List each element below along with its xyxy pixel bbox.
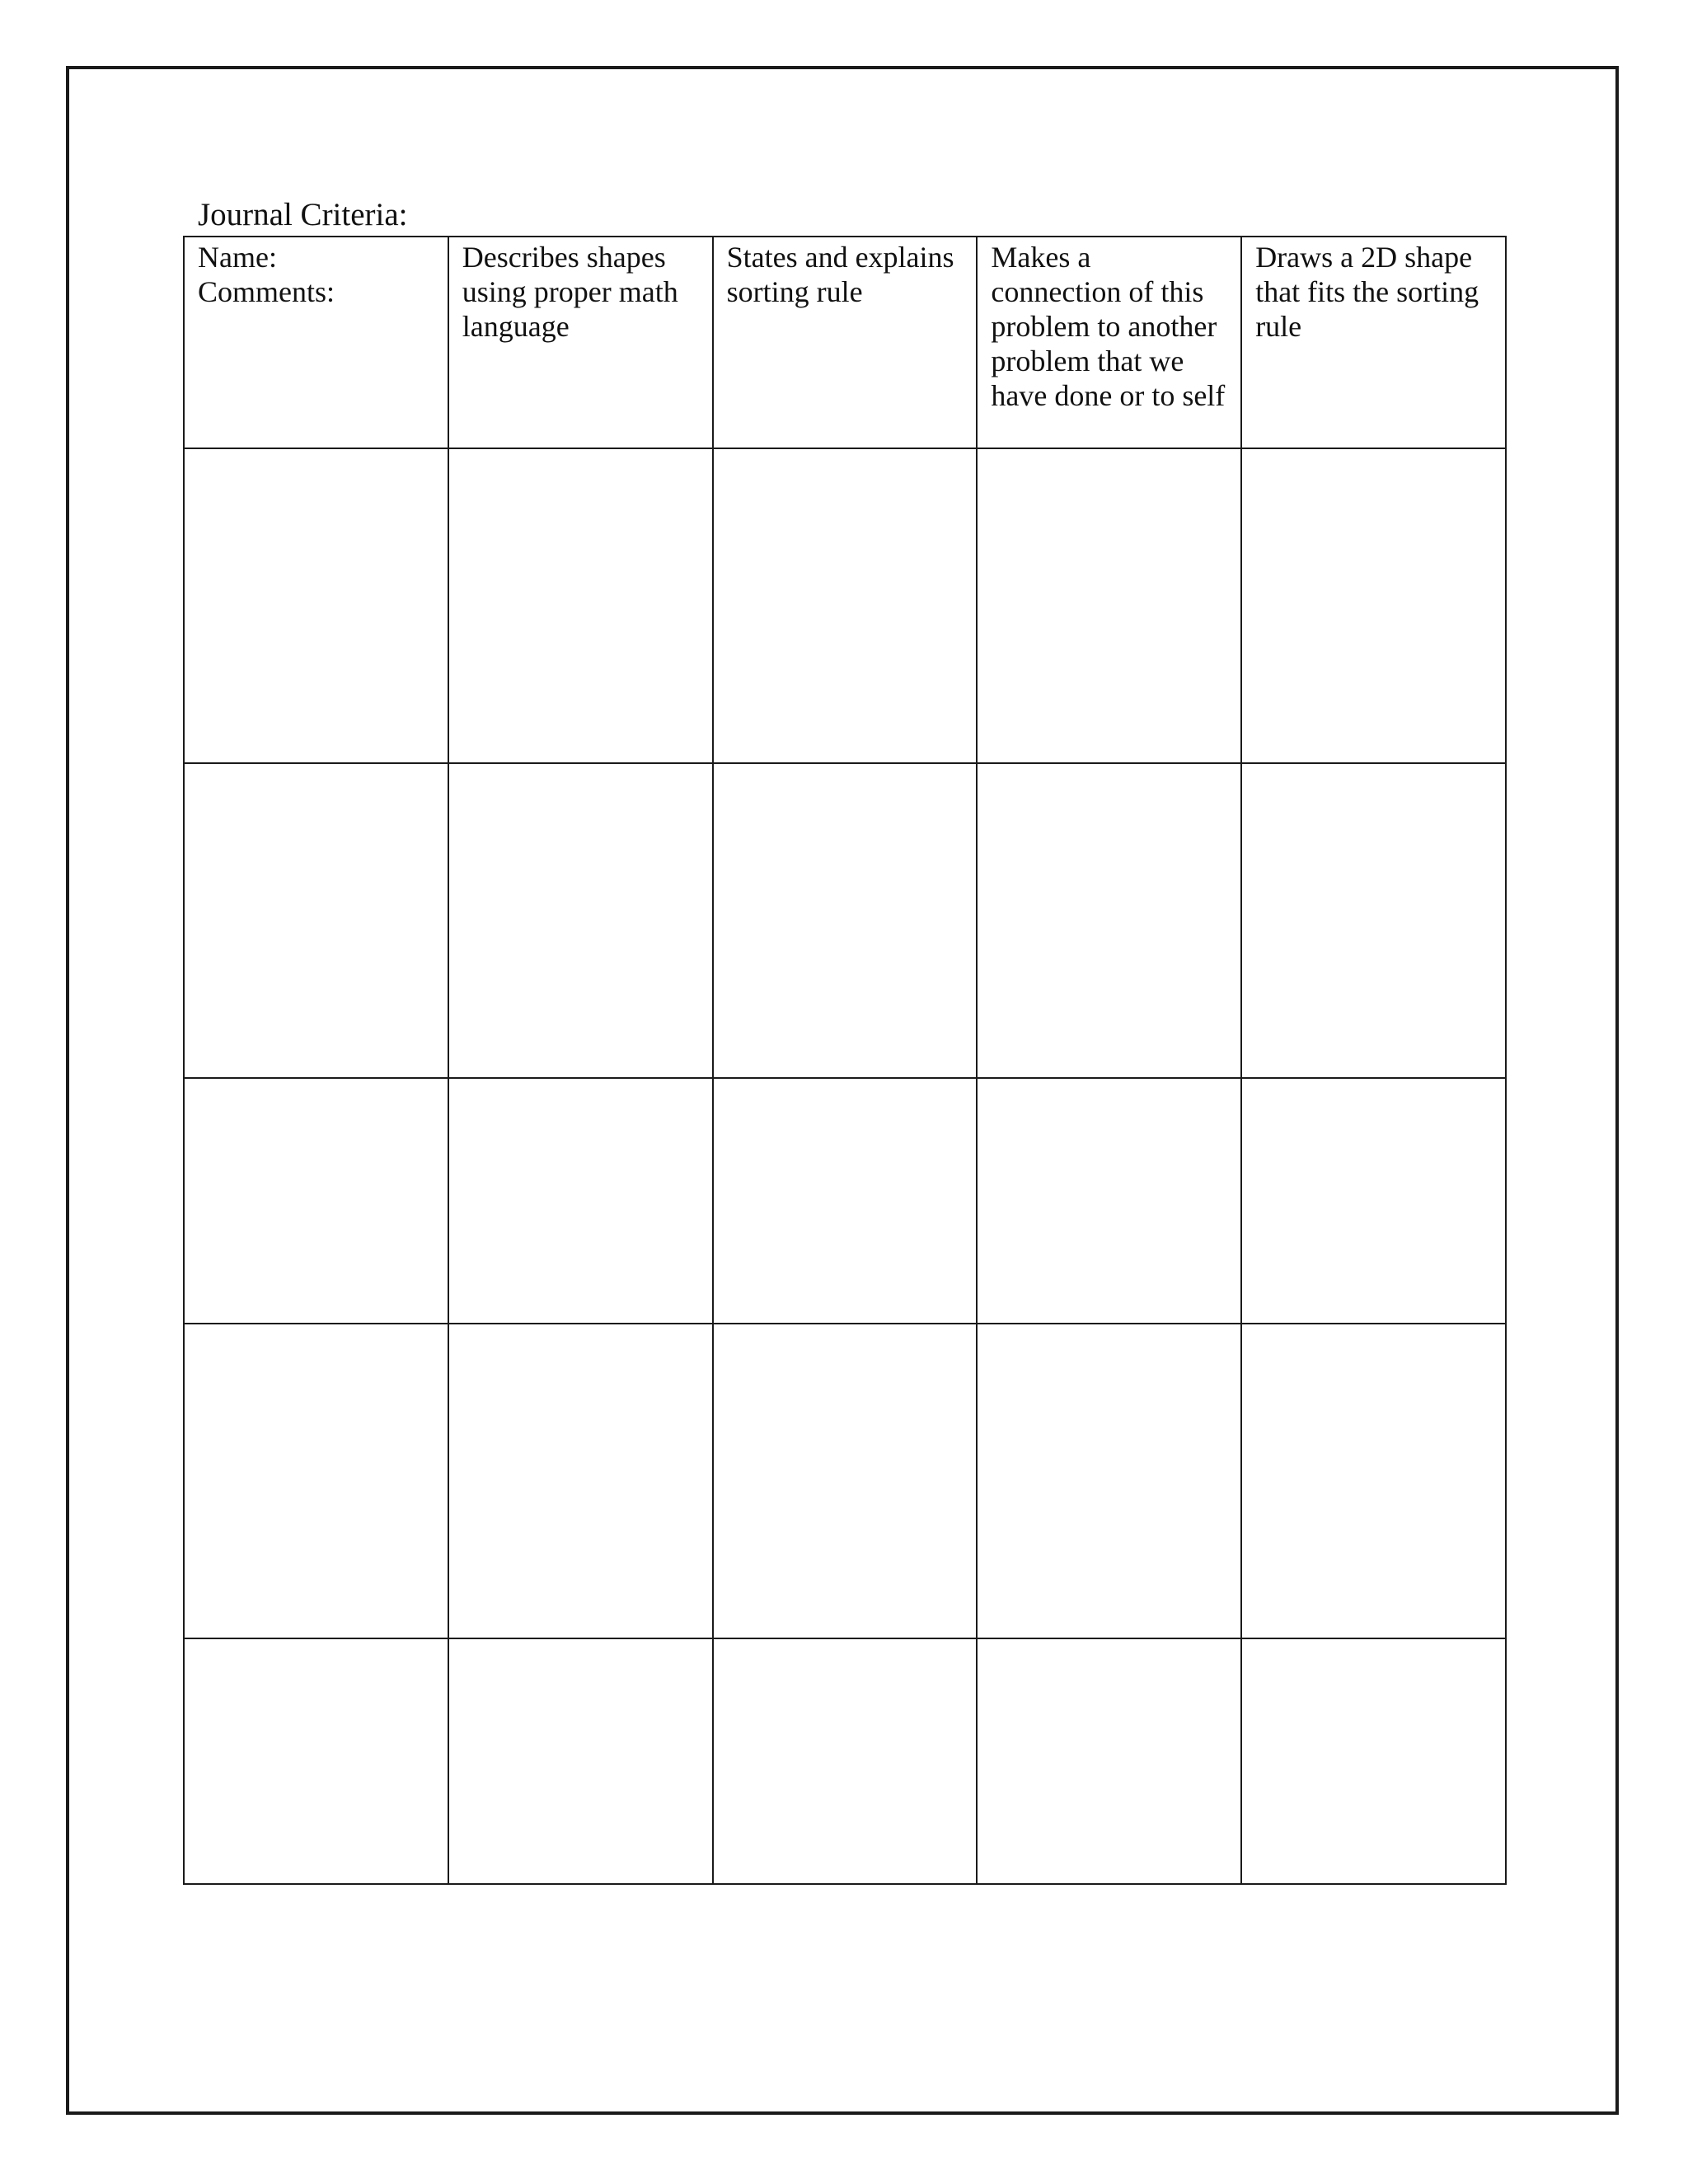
table-cell[interactable] [184,763,448,1078]
table-cell[interactable] [713,1638,978,1884]
table-cell[interactable] [713,448,978,763]
table-cell[interactable] [184,1078,448,1324]
criteria-header-cell: Draws a 2D shape that fits the sorting rule [1241,237,1506,448]
table-row [184,1638,1506,1884]
table-cell[interactable] [184,1638,448,1884]
page-title: Journal Criteria: [198,197,408,232]
table-row [184,448,1506,763]
table-header-row [184,237,1506,448]
criteria-header-cell: Makes a connection of this problem to another problem that we have done or to self [977,237,1241,448]
table-row [184,1324,1506,1638]
table-cell[interactable] [713,763,978,1078]
table-cell[interactable] [448,1078,713,1324]
criteria-table [183,236,1507,1885]
table-cell[interactable] [448,763,713,1078]
comments-label: Comments: [198,275,335,308]
table-cell[interactable] [448,1638,713,1884]
table-cell[interactable] [1241,1324,1506,1638]
table-cell[interactable] [977,448,1241,763]
criteria-header-cell: Describes shapes using proper math language [448,237,713,448]
table-cell[interactable] [1241,1078,1506,1324]
table-cell[interactable] [448,1324,713,1638]
table-cell[interactable] [977,1324,1241,1638]
table-cell[interactable] [977,1638,1241,1884]
table-row [184,763,1506,1078]
table-cell[interactable] [977,1078,1241,1324]
table-cell[interactable] [184,448,448,763]
table-cell[interactable] [184,1324,448,1638]
criteria-header-cell: States and explains sorting rule [713,237,978,448]
table-cell[interactable] [1241,1638,1506,1884]
table-cell[interactable] [977,763,1241,1078]
name-comments-cell [184,237,448,448]
table-cell[interactable] [713,1078,978,1324]
name-label: Name: [198,241,277,274]
table-cell[interactable] [1241,763,1506,1078]
table-cell[interactable] [713,1324,978,1638]
table-cell[interactable] [448,448,713,763]
table-row [184,1078,1506,1324]
table-cell[interactable] [1241,448,1506,763]
